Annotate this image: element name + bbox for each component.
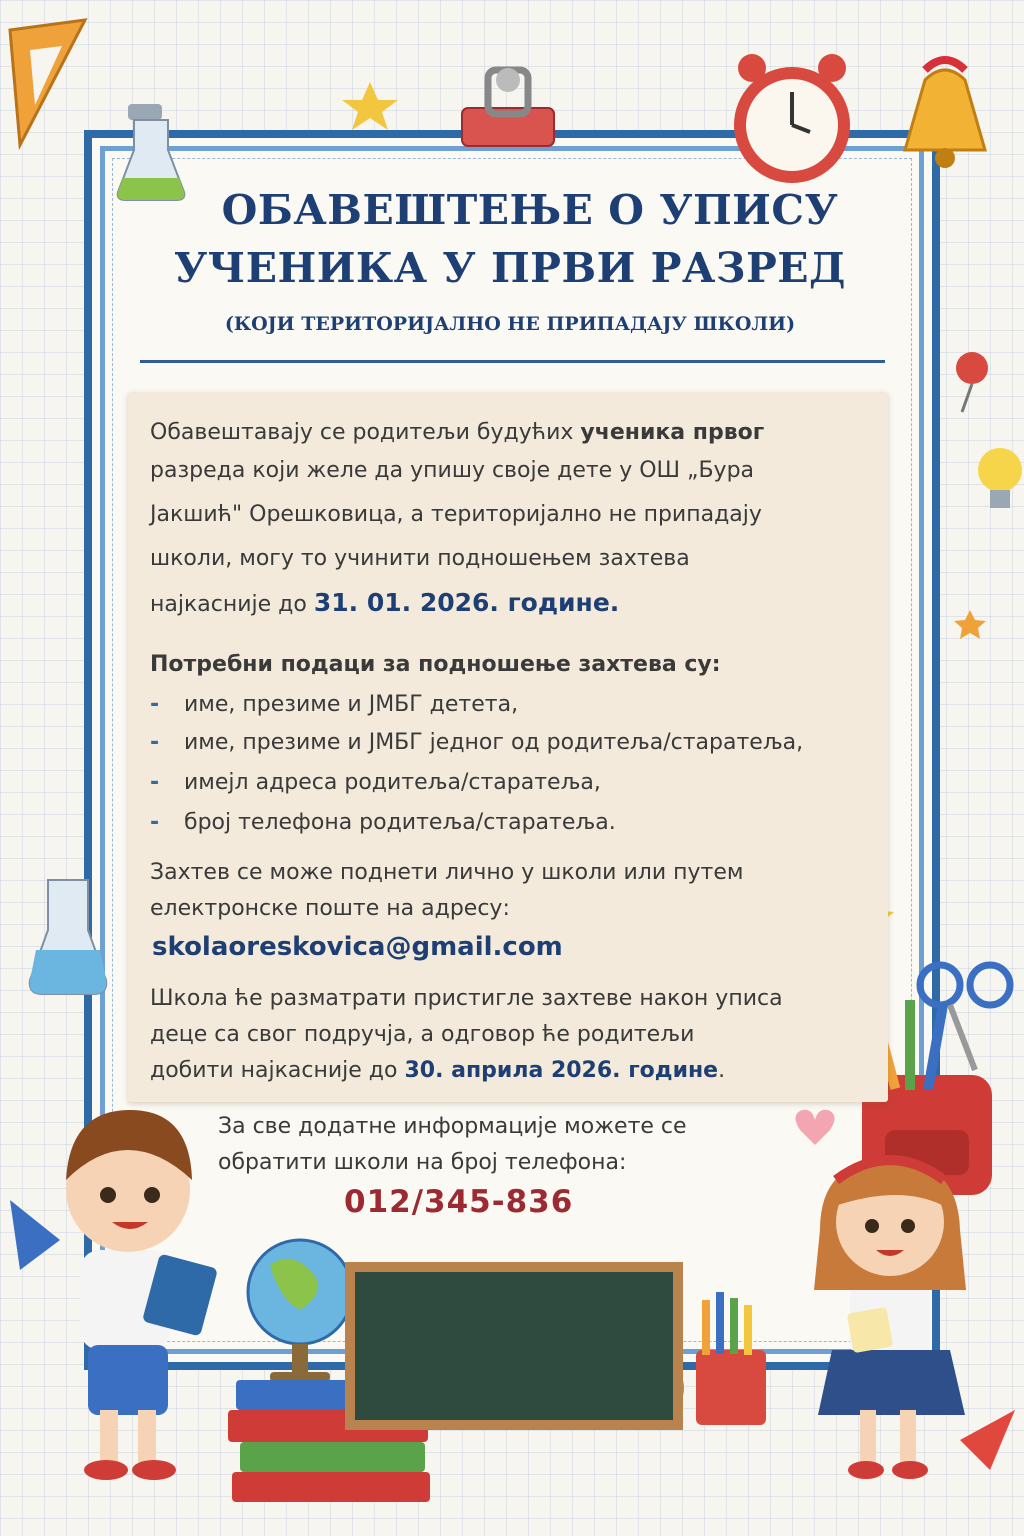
review-line3: добити најкасније до 30. априла 2026. године. [150, 1058, 726, 1083]
intro-line5: најкасније до 31. 01. 2026. године. [150, 588, 620, 617]
boy-illustration [66, 1110, 218, 1480]
flask-icon [30, 880, 107, 994]
intro-line4: школи, могу то учинити подношењем захтева [150, 546, 690, 571]
heart-icon [795, 1110, 834, 1145]
triangle-ruler-icon [10, 20, 85, 145]
intro-line2: разреда који желе да упишу своје дете у ОШ „Бура [150, 458, 755, 483]
light-bulb-icon [978, 448, 1022, 508]
intro-line3: Јакшић" Орешковица, а територијално не припадају [150, 502, 762, 527]
review-line1: Школа ће разматрати пристигле захтеве након уписа [150, 986, 783, 1011]
notice-subtitle: (КОЈИ ТЕРИТОРИЈАЛНО НЕ ПРИПАДАЈУ ШКОЛИ) [224, 313, 796, 335]
submission-line1: Захтев се може поднети лично у школи или путем [150, 860, 744, 885]
star-icon [342, 82, 398, 130]
school-bell-icon [905, 60, 985, 168]
girl-illustration [814, 1160, 966, 1479]
alarm-clock-icon [734, 54, 850, 183]
globe-icon [248, 1240, 352, 1382]
intro-line1: Обавештавају се родитељи будућих ученика првог [150, 420, 765, 445]
notice-title-line1: ОБАВЕШТЕЊЕ О УПИСУ [221, 186, 839, 234]
school-phone-number[interactable]: 012/345-836 [344, 1184, 574, 1220]
star-icon [954, 610, 986, 639]
deadline-date: 31. 01. 2026. године. [313, 588, 620, 617]
push-pin-icon [956, 352, 988, 412]
contact-line2: обратити школи на број телефона: [218, 1150, 627, 1175]
requirement-item: - име, презиме и ЈМБГ детета, [150, 692, 519, 717]
desk-lamp-icon [10, 1200, 60, 1270]
notice-title-line2: УЧЕНИКА У ПРВИ РАЗРЕД [174, 244, 846, 292]
pencil-cup-icon [696, 1292, 766, 1425]
requirement-item: - име, презиме и ЈМБГ једног од родитеља/старатеља, [150, 730, 804, 755]
contact-line1: За све додатне информације можете се [218, 1114, 687, 1139]
response-date: 30. априла 2026. године [404, 1058, 719, 1083]
review-line2: деце са свог подручја, а одговор ће родитељи [150, 1022, 695, 1047]
submission-line2: електронске поште на адресу: [150, 896, 510, 921]
chalkboard [345, 1262, 683, 1430]
requirement-item: - имејл адреса родитеља/старатеља, [150, 770, 601, 795]
requirements-heading: Потребни подаци за подношење захтева су: [150, 652, 721, 677]
binder-clip-icon [462, 68, 554, 146]
paper-plane-icon [960, 1410, 1015, 1470]
requirement-item: - број телефона родитеља/старатеља. [150, 810, 616, 835]
school-email-link[interactable]: skolaoreskovica@gmail.com [152, 932, 563, 962]
title-divider [140, 360, 885, 363]
